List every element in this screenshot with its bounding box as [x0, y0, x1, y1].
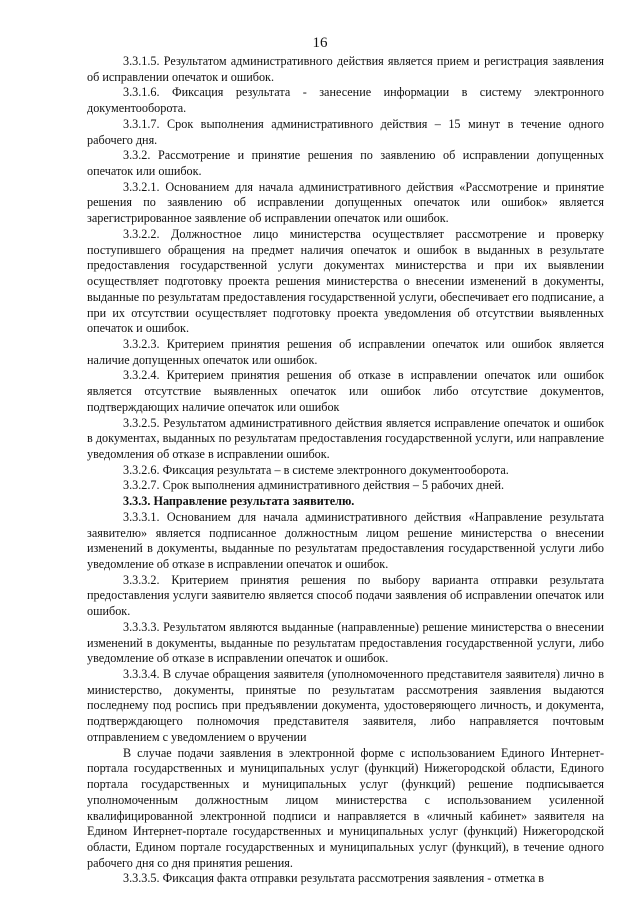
paragraph: 3.3.2.4. Критерием принятия решения об отказе в исправлении опечаток или ошибок является отсутствие выявленных опечаток или ошибок либо отсутствие документов, подтверждающих наличие опечаток или ошибок — [87, 368, 604, 414]
paragraph: 3.3.3. Направление результата заявителю. — [123, 494, 355, 509]
paragraph: 3.3.2.1. Основанием для начала административного действия «Рассмотрение и принятие решения по заявлению об исправлении допущенных опечаток или ошибок» является зарегистрированное заявление об исправлении опечаток или ошибок. — [87, 179, 604, 226]
paragraph: 3.3.2. Рассмотрение и принятие решения по заявлению об исправлении допущенных опечаток или ошибок. — [87, 148, 604, 179]
paragraph: 3.3.3.3. Результатом являются выданные (направленные) решение министерства о внесении изменений в документы, выданные по результатам предоставления государственной услуги, либо уведомление об отказе в исправлении опечаток и ошибок. — [87, 619, 604, 666]
paragraph: 3.3.2.5. Результатом административного действия является исправление опечаток и ошибок в документах, выданных по результатам предоставления государственной услуги, или направление уведомления об отказе в исправлении ошибок. — [87, 415, 604, 461]
paragraph: 3.3.2.3. Критерием принятия решения об исправлении опечаток или ошибок является наличие допущенных опечаток или ошибок. — [87, 336, 604, 367]
paragraph: В случае подачи заявления в электронной форме с использованием Единого Интернет-портала государственных и муниципальных услуг (функций) Нижегородской области, Единого портала государственных и муниципальных услуг (функций) решение подписывается уполномоченным должностным лицом министерства с использованием усиленной квалифицированной электронной подписи и направляется в «личный кабинет» заявителя на Едином Интернет-портале государственных и муниципальных услуг (функций) Нижегородской области, Едином портале государственных и муниципальных услуг (функций), в течение одного рабочего дня со дня принятия решения. — [87, 745, 604, 870]
paragraph: 3.3.3.1. Основанием для начала административного действия «Направление результата заявителю» является подписанное должностным лицом решение министерства о внесении изменений в документы, выданные по результатам предоставления государственной услуги либо уведомление об отказе в исправлении опечаток и ошибок. — [87, 509, 604, 571]
paragraph: 3.3.2.6. Фиксация результата – в системе электронного документооборота. — [123, 462, 509, 477]
paragraph: 3.3.3.4. В случае обращения заявителя (уполномоченного представителя заявителя) лично в министерство, документы, принятые по результатам рассмотрения заявления выдаются последнему под роспись при предъявлении документа, удостоверяющего личность, и документа, подтверждающего полномочия представителя заявителя, либо направляется почтовым отправлением с уведомлением о вручении — [87, 667, 604, 744]
paragraph: 3.3.3.5. Фиксация факта отправки результата рассмотрения заявления - отметка в — [123, 871, 545, 886]
paragraph: 3.3.1.7. Срок выполнения административного действия – 15 минут в течение одного рабочего дня. — [87, 116, 604, 147]
paragraph: 3.3.2.2. Должностное лицо министерства осуществляет рассмотрение и проверку поступившего обращения на предмет наличия опечаток и ошибок в выданных в результате предоставления государственной услуги документах министерства и при их выявлении осуществляет подготовку проекта решения министерства о внесении изменений в документы, выданные по результатам предоставления государственной услуги, обеспечивает его подписание, а при их отсутствии осуществляет подготовку проекта уведомления об отсутствии выявленных опечаток и ошибок. — [87, 226, 604, 336]
paragraph: 3.3.2.7. Срок выполнения административного действия – 5 рабочих дней. — [123, 478, 505, 493]
page-number: 16 — [312, 35, 328, 51]
paragraph: 3.3.1.5. Результатом административного действия является прием и регистрация заявления об исправлении опечаток и ошибок. — [87, 54, 604, 84]
paragraph: 3.3.3.2. Критерием принятия решения по выбору варианта отправки результата предоставления услуги заявителю является способ подачи заявления об исправлении опечаток или ошибок. — [87, 572, 604, 619]
document-body — [87, 54, 604, 887]
paragraph: 3.3.1.6. Фиксация результата - занесение информации в систему электронного документооборота. — [87, 85, 604, 116]
